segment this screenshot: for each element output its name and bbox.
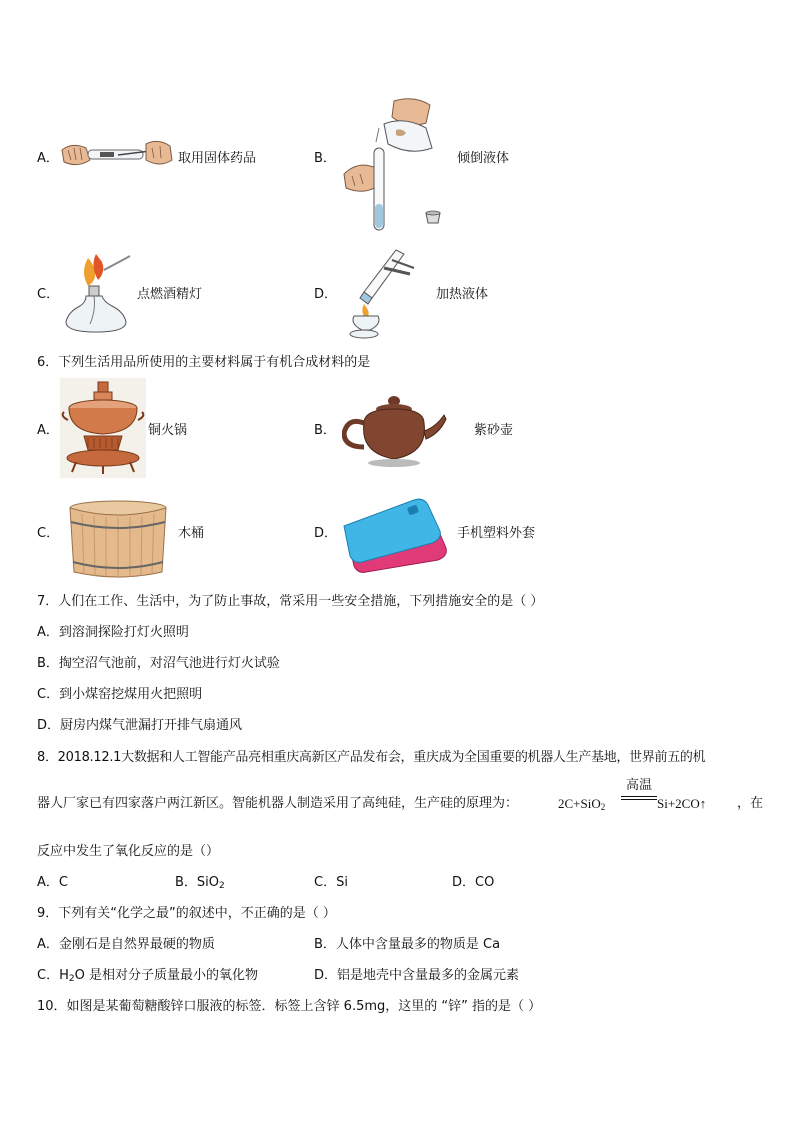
q5-option-b-label: 倾倒液体: [457, 151, 510, 166]
q7-option-d: D．厨房内煤气泄漏打开排气扇通风: [37, 718, 243, 733]
q8-stem-line3: 反应中发生了氧化反应的是（）: [37, 844, 220, 859]
q8-option-a: A．C: [37, 875, 68, 890]
q6-option-b-letter: B．: [314, 423, 336, 438]
q8-equation-left: 2C+SiO$_2$: [558, 796, 606, 812]
q6-option-a-label: 铜火锅: [148, 423, 188, 438]
pour-liquid-icon: [334, 96, 454, 236]
phone-case-icon: [342, 496, 450, 574]
q9-option-d: D．铝是地壳中含量最多的金属元素: [314, 968, 520, 983]
q6-option-b-label: 紫砂壶: [474, 423, 514, 438]
q6-option-c-label: 木桶: [178, 526, 205, 541]
q9-option-a: A．金刚石是自然界最硬的物质: [37, 937, 215, 952]
q8-stem-line1: 8．2018.12.1大数据和人工智能产品亮相重庆高新区产品发布会，重庆成为全国重要的机器人生产基地，世界前五的机: [37, 750, 706, 765]
tweezers-test-tube-icon: [60, 136, 175, 176]
q7-option-c: C．到小煤窑挖煤用火把照明: [37, 687, 203, 702]
q8-stem-line2: 器人厂家已有四家落户两江新区。智能机器人制造采用了高纯硅，生产硅的原理为：: [37, 796, 519, 811]
q5-option-d-label: 加热液体: [436, 287, 489, 302]
q5-option-a-label: 取用固体药品: [178, 151, 257, 166]
q8-stem-line2-tail: ，在: [737, 796, 764, 811]
wooden-bucket-icon: [68, 500, 168, 580]
q5-option-c-label: 点燃酒精灯: [137, 287, 203, 302]
q5-option-b-letter: B．: [314, 151, 336, 166]
q10-stem: 10．如图是某葡萄糖酸锌口服液的标签．标签上含锌 6.5mg，这里的 “锌” 指的是（ ）: [37, 999, 542, 1014]
q9-option-c: C．$H_2O$ 是相对分子质量最小的氧化物: [37, 968, 258, 984]
q6-option-d-label: 手机塑料外套: [457, 526, 536, 541]
q6-option-d-letter: D．: [314, 526, 338, 541]
heat-test-tube-icon: [334, 246, 434, 346]
alcohol-lamp-icon: [60, 250, 135, 335]
q8-equation-condition: 高温: [621, 778, 657, 800]
q7-option-a: A．到溶洞探险打灯火照明: [37, 625, 189, 640]
q6-option-c-letter: C．: [37, 526, 60, 541]
q6-option-a-letter: A．: [37, 423, 59, 438]
q9-option-b: B．人体中含量最多的物质是 Ca: [314, 937, 501, 952]
q8-option-d: D．CO: [452, 875, 495, 890]
q6-stem: 6．下列生活用品所使用的主要材料属于有机合成材料的是: [37, 355, 371, 370]
q5-option-c-letter: C．: [37, 287, 60, 302]
q7-stem: 7．人们在工作、生活中，为了防止事故，常采用一些安全措施，下列措施安全的是（ ）: [37, 594, 544, 609]
q5-option-a-letter: A．: [37, 151, 59, 166]
clay-teapot-icon: [342, 393, 447, 468]
q7-option-b: B．掏空沼气池前，对沼气池进行灯火试验: [37, 656, 280, 671]
q8-option-c: C．Si: [314, 875, 348, 890]
q8-equation-right: Si+2CO↑: [657, 796, 707, 811]
q8-option-b: B．SiO$_2$: [175, 875, 225, 891]
q5-option-d-letter: D．: [314, 287, 338, 302]
copper-hotpot-icon: [60, 378, 146, 478]
q9-stem: 9．下列有关“化学之最”的叙述中，不正确的是（ ）: [37, 906, 336, 921]
